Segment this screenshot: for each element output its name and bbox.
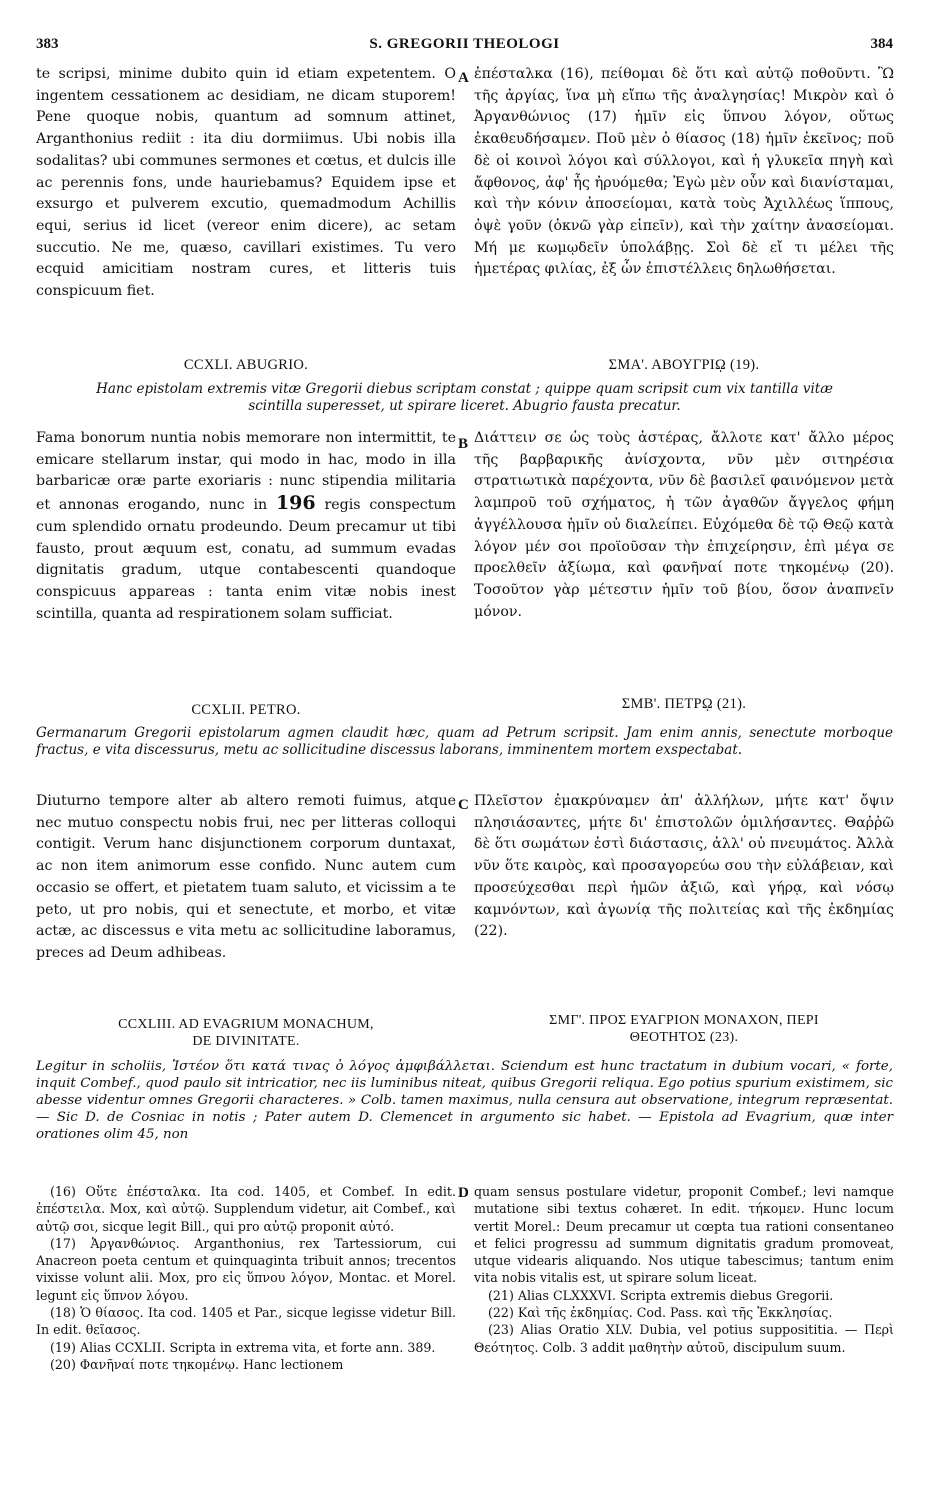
- footnote-17: (17) Ἀργανθώνιος. Arganthonius, rex Tartessiorum, cui Anacreon poeta centum et quinquaginta tribuit annos; trecentos vixisse volunt alii. Mox, pro εἰς ὕπνου λόγον, Montac. et Morel. legunt εἰς ὕπνον λόγου.: [36, 1235, 456, 1303]
- footnote-20: (20) Φανῆναί ποτε τηκομένῳ. Hanc lectionem: [50, 1356, 344, 1372]
- greek-text-letter-240-end: ἐπέσταλκα (16), πείθομαι δὲ ὅτι καὶ αὐτῷ ποθοῦντι. Ὢ τῆς ἀργίας, ἵνα μὴ εἴπω τῆς ἀναλγησίας! Μικρὸν καὶ ὁ Ἀργανθώνιος (17) ἡμῖν εἰς ὕπνου λόγον, οὕτως ἐκαθευδήσαμεν. Ποῦ μὲν ὁ θίασος (18) ἡμῖν ἐκεῖνος; ποῦ δὲ οἱ κοινοὶ λόγοι καὶ σύλλογοι, καὶ ἡ γλυκεῖα πηγὴ καὶ ἄφθονος, ἀφ' ἧς ἠρυόμεθα; Ἐγὼ μὲν οὖν καὶ διανίσταμαι, καὶ τὴν κόνιν ἀποσείομαι, κατὰ τοὺς Ἀχιλλέως ἵππους, ὀψὲ γοῦν (ὀκνῶ γὰρ εἰπεῖν), καὶ τὴν χαίτην ἀνασείομαι. Μή με κωμῳδεῖν ὑπολάβῃς. Σοὶ δὲ εἴ τι μέλει τῆς ἡμετέρας φιλίας, ἐξ ὧν ἐπιστέλλεις δηλωθήσεται.: [474, 66, 894, 278]
- footnote-20-continued: quam sensus postulare videtur, proponit Combef.; levi namque mutatione sibi textus cohæret. In edit. τήκομεν. Hunc locum vertit Morel.: Deum precamur ut cœpta tua rationi consentaneo et felici progressu ad summum dignitatis gradum promoveat, utque videaris aliquando. Nos utique tabescimus; tantum enim vita nobis vitalis est, ut spirare solum liceat.: [474, 1184, 894, 1286]
- footnote-23: (23) Alias Oratio XLV. Dubia, vel potius supposititia. — Περὶ Θεότητος. Colb. 3 addit μαθητὴν αὐτοῦ, discipulum suum.: [474, 1322, 894, 1355]
- page-number-left: 383: [36, 36, 59, 52]
- footnote-22: (22) Καὶ τῆς ἐκδημίας. Cod. Pass. καὶ τῆς Ἐκκλησίας.: [488, 1305, 833, 1321]
- heading-latin-ccxliii: [36, 1016, 456, 1050]
- column-marker-c: C: [458, 797, 469, 813]
- intro-petro: Germanarum Gregorii epistolarum agmen claudit hæc, quam ad Petrum scripsit. Jam enim annis, senectute morboque fractus, e vita discessurus, metu ac sollicitudine discessus laborans, imminentem mortem exspectabat.: [36, 725, 893, 758]
- intro-abugrio-line1: Hanc epistolam extremis vitæ Gregorii diebus scriptam constat ; quippe quam scripsit cum vix tantilla vitæ: [96, 381, 833, 397]
- running-title: S. GREGORII THEOLOGI: [369, 36, 560, 52]
- footnotes-right: [474, 1183, 894, 1483]
- heading-greek-sma: ΣΜΑ'. ΑΒΟΥΓΡΙῼ (19).: [608, 357, 760, 373]
- intro-abugrio-line2: scintilla superesset, ut spirare liceret. Abugrio fausta precatur.: [248, 398, 681, 414]
- footnote-16: (16) Οὕτε ἐπέσταλκα. Ita cod. 1405, et Combef. In edit. ἐπέστειλα. Mox, καὶ αὐτῷ. Supplendum videtur, ait Combef., καὶ αὐτῷ σοι, sicque legit Bill., qui pro αὐτῷ proponit αὐτό.: [36, 1184, 456, 1234]
- latin-text-abugrio-part2: regis conspectum cum splendido ornatu prodeundo. Deum precamur ut tibi fausto, prout æquum est, conatu, ad summum evadas dignitatis gradum, utque contabescenti quandoque conspicuus appareas : tanta enim vitæ nobis inest scintilla, quanta ad respirationem solam sufficiat.: [36, 497, 456, 622]
- intro-evagrium: Legitur in scholiis, Ἰστέον ὅτι κατά τινας ὁ λόγος ἀμφιβάλλεται. Sciendum est hunc tractatum in dubium vocari, « forte, inquit Combef., quod paulo sit intricatior, nec iis luminibus niteat, quibus Gregorii reliqua. Ego potius spurium existimem, sic abesse videntur omnes Gregorii characteres. » Colb. tamen maximus, nulla censura aut observatione, integrum repræsentat. — Sic D. de Cosniac in notis ; Pater autem D. Clemencet in argumento sic habet. — Epistola ad Evagrium, quæ inter orationes olim 45, non: [36, 1059, 893, 1142]
- footnote-18: (18) Ὁ θίασος. Ita cod. 1405 et Par., sicque legisse videtur Bill. In edit. θεῖασος.: [36, 1305, 456, 1338]
- heading-latin-ccxliii-line2: DE DIVINITATE.: [192, 1034, 300, 1049]
- running-head: [36, 36, 893, 58]
- column-marker-d: D: [458, 1185, 469, 1201]
- heading-greek-smb: ΣΜΒ'. ΠΕΤΡῼ (21).: [621, 696, 747, 712]
- footnote-19: (19) Alias CCXLII. Scripta in extrema vita, et forte ann. 389.: [50, 1339, 436, 1355]
- latin-text-abugrio: [36, 428, 456, 692]
- latin-text-petro: Diuturno tempore alter ab altero remoti fuimus, atque nec mutuo conspectu nobis frui, nec per litteras colloqui contigit. Verum hanc disjunctionem corporum duntaxat, ac non item animorum esse confido. Nunc autem cum occasio se offert, et pietatem tuam saluto, et vicissim a te peto, ut pro nobis, qui et senectute, et morbo, et vitæ actæ, ac discessus e vita metu ac sollicitudine laboramus, preces ad Deum adhibeas.: [36, 793, 456, 961]
- greek-text-abugrio: Διάττειν σε ὡς τοὺς ἀστέρας, ἄλλοτε κατ' ἄλλο μέρος τῆς βαρβαρικῆς ἀνίσχοντα, νῦν μὲν σιτηρέσια στρατιωτικὰ παρέχοντα, νῦν δὲ βασιλεῖ φαινόμενον μετὰ λαμπροῦ τοῦ σχήματος, ἡ τῶν ἀγαθῶν ἄγγελος φήμη ἀγγέλλουσα ἡμῖν οὐ διαλείπει. Εὐχόμεθα δὲ τῷ Θεῷ κατὰ λόγον μέν σοι προϊοῦσαν τὴν ἐπιχείρησιν, ἐπὶ μέγα σε προελθεῖν ἀξίωμα, καὶ φανῆναί ποτε τηκομένῳ (20). Τοσοῦτον γὰρ μέτεστιν ἡμῖν τοῦ βίου, ὅσον ἀναπνεῖν μόνον.: [474, 430, 894, 620]
- intro-abugrio: [36, 381, 893, 415]
- latin-text-abugrio-part1: Fama bonorum nuntia nobis memorare non intermittit, te emicare stellarum instar, qui modo in hac, modo in illa barbaricæ oræ parte exoriaris : nunc stipendia militaria et annonas erogando, nunc in: [36, 430, 456, 514]
- greek-text-petro: Πλεῖστον ἐμακρύναμεν ἀπ' ἀλλήλων, μήτε κατ' ὄψιν πλησιάσαντες, μήτε δι' ἐπιστολῶν ὁμιλήσαντες. Θαῤῥῶ δὲ ὅτι σωμάτων ἐστὶ διάστασις, ἀλλ' οὐ πνευμάτος. Ἀλλὰ νῦν ὅτε καιρὸς, καὶ προσαγορεύω σου τὴν εὐλάβειαν, καὶ προσεύχεσθαι περὶ ἡμῶν ἀξιῶ, καὶ γήρᾳ, καὶ νόσῳ καμνόντων, καὶ ἀγωνίᾳ τῆς πολιτείας καὶ τῆς ἐκδημίας (22).: [474, 793, 894, 940]
- page-number-right: 384: [870, 36, 893, 52]
- column-marker-b: B: [458, 436, 469, 452]
- footnotes-left: [36, 1183, 456, 1483]
- heading-greek-smg-line2: ΘΕΟΤΗΤΟΣ (23).: [629, 1030, 739, 1045]
- heading-latin-ccxliii-line1: CCXLIII. AD EVAGRIUM MONACHUM,: [118, 1017, 374, 1032]
- heading-greek-smg-line1: ΣΜΓ'. ΠΡΟΣ ΕΥΑΓΡΙΟΝ ΜΟΝΑΧΟΝ, ΠΕΡΙ: [549, 1013, 819, 1028]
- page-mark: 196: [275, 492, 316, 515]
- column-marker-a: A: [458, 70, 469, 86]
- footnote-21: (21) Alias CLXXXVI. Scripta extremis diebus Gregorii.: [488, 1287, 834, 1303]
- heading-latin-ccxlii: CCXLII. PETRO.: [191, 702, 301, 718]
- heading-greek-smg: [474, 1012, 894, 1046]
- heading-latin-ccxli: CCXLI. ABUGRIO.: [183, 357, 309, 373]
- latin-text-letter-240-end: te scripsi, minime dubito quin id etiam expetentem. O ingentem cessationem ac desidiam, ne dicam stuporem! Pene quoque nobis, quantum ad somnum attinet, Arganthonius rediit : ita diu dormiimus. Ubi nobis illa sodalitas? ubi communes sermones et cœtus, et dulcis ille ac perennis fons, unde hauriebamus? Equidem ipse et exsurgo et pulverem excutio, quemadmodum Achillis equi, serius id licet (vereor enim dicere), ac setam succutio. Ne me, quæso, cavillari existimes. Tu vero ecquid amicitiam nostram cures, et litteris tuis conspicuum fiet.: [36, 66, 456, 300]
